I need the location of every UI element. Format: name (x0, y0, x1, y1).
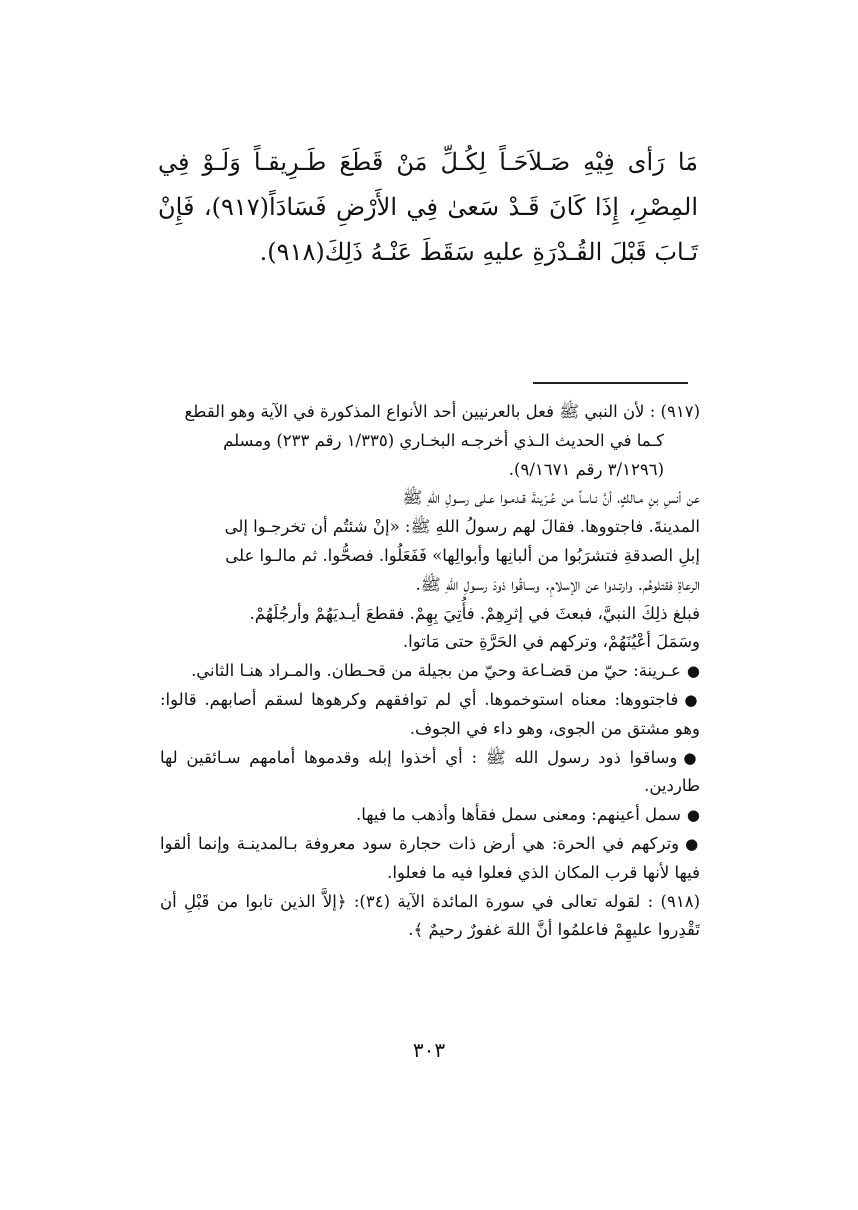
footnote-divider (533, 382, 688, 384)
footnote-bullet (160, 830, 700, 888)
bullet-icon: ● (686, 806, 700, 825)
footnote-917-line: عن أنسِ بنِ مـالكٍ، أنَّ نـاساً من عُـرَينةَ قـدمـوا عـلى رسـولِ اللهِ ﷺ (402, 488, 700, 508)
bullet-icon: ● (686, 662, 700, 681)
footnote-918: (٩١٨) : لقوله تعالى في سورة المائدة الآية (٣٤): ﴿إلاَّ الذين تابوا من قَبْلِ أن تَقْدِروا عليهِمْ فاعلمُوا أنَّ اللهَ غفورٌ رحيمٌ ﴾. (160, 891, 700, 940)
footnote-bullet (160, 801, 700, 830)
bullet-icon: ● (685, 834, 700, 853)
footnote-917-line: (٣/١٢٩٦ رقم ٩/١٦٧١). (508, 459, 664, 479)
bullet-text: وتركهم في الحرة: هي أرض ذات حجارة سود معروفة بـالمدينـة وإنما ألقوا فيها لأنها قرب المكان الذي فعلوا فيه ما فعلوا. (160, 833, 700, 882)
footnote-917-line: الرعاةِ فقتلوهُم. وارتـدوا عن الإسلامِ. وسـاقُوا ذودَ رسـولِ اللهِ ﷺ. (415, 574, 700, 594)
footnote-917-line: كـما في الحديث الـذي أخرجـه البخـاري (١/٣٣٥ رقم ٢٣٣) ومسلم (223, 430, 664, 450)
footnote-917 (160, 398, 700, 657)
footnote-917-line: المدينةَ. فاجتووها. فقالَ لهم رسولُ اللهِ ﷺ: «إنْ شئتُم أن تخرجـوا إلى (224, 517, 700, 537)
page-number: ٣٠٣ (412, 1038, 446, 1062)
bullet-icon: ● (684, 690, 700, 709)
footnote-917-line: (٩١٧) : لأن النبي ﷺ فعل بالعرنيين أحد الأنواع المذكورة في الآية وهو القطع (184, 402, 700, 421)
bullet-text: وساقوا ذود رسول الله ﷺ : أي أخذوا إبله وقدموها أمامهم سـائقين لها طاردين. (160, 747, 700, 796)
bullet-icon: ● (683, 748, 700, 767)
footnote-917-line: إبلِ الصدقةِ فتشرَبُوا من ألبانِها وأبوالِها» فَفَعَلُوا. فصحُّوا. ثم مالـوا على (225, 545, 700, 565)
footnote-bullet (160, 686, 700, 744)
bullet-text: عـرينة: حيّ من قضـاعة وحيّ من بجيلة من قحـطان. والمـراد هنـا الثاني. (191, 661, 681, 681)
footnote-bullet (160, 744, 700, 802)
bullet-text: سمل أعينهم: ومعنى سمل فقأها وأذهب ما فيها. (356, 805, 681, 825)
main-text (158, 140, 698, 275)
footnote-917-line: فبلغ ذلِكَ النبيَّ، فبعثَ في إثرِهِمْ. فأُتِيَ بِهِمْ. فقطعَ أيـديَهُمْ وأرجُلَهُمْ. (249, 603, 700, 623)
footnotes (160, 398, 700, 945)
bullet-text: فاجتووها: معناه استوخموها. أي لم توافقهم وكرهوها لسقم أصابهم. قالوا: وهو مشتق من الجوى، وهو داء في الجوف. (160, 689, 700, 738)
main-paragraph: مَا رَأى فِيْهِ صَـلاَحَـاً لِكُـلِّ مَنْ قَطَعَ طَـرِيقـاً وَلَـوْ فِي المِصْرِ، إِذَا كَانَ قَـدْ سَعىٰ فِي الأَرْضِ فَسَادَاً(٩١٧)، فَإِنْ تَـابَ قَبْلَ القُـدْرَةِ عليهِ سَقَطَ عَنْـهُ ذَلِكَ(٩١٨). (158, 148, 699, 266)
footnote-917-line: وسَمَلَ أعْيُنَهُمْ، وتركهم في الحَرَّةِ حتى مَاتوا. (402, 632, 700, 652)
footnote-bullet (160, 657, 700, 686)
